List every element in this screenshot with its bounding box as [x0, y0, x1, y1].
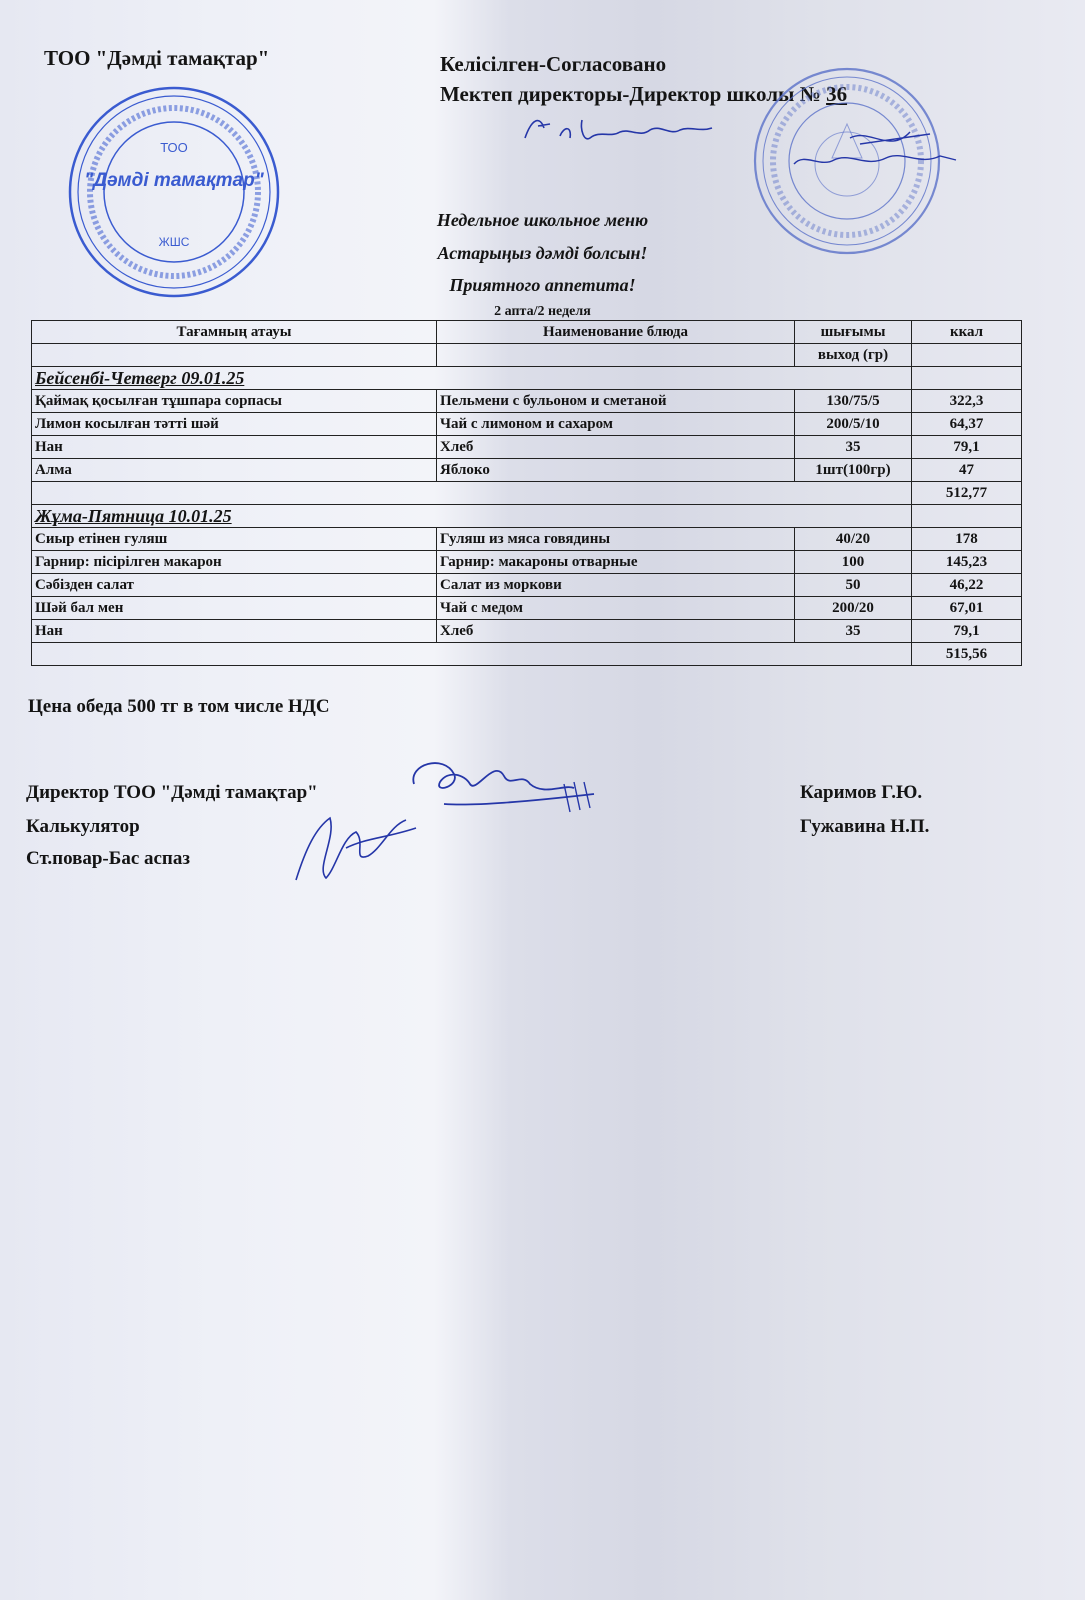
table-row: [32, 574, 1022, 597]
dish-yield: 50: [795, 574, 912, 597]
dish-ru: Чай с лимоном и сахаром: [437, 413, 795, 436]
stamp-center-text: "Дәмді тамақтар": [84, 170, 264, 191]
dish-ru: Гуляш из мяса говядины: [437, 528, 795, 551]
dish-yield: 100: [795, 551, 912, 574]
table-row: [32, 528, 1022, 551]
menu-table: [31, 320, 1022, 666]
dish-ru: Хлеб: [437, 436, 795, 459]
director-line-text: Мектеп директоры-Директор школы №: [440, 82, 821, 106]
total-row: [32, 643, 1022, 666]
table-row: [32, 413, 1022, 436]
week-label: 2 апта/2 неделя: [494, 304, 591, 319]
table-row: [32, 459, 1022, 482]
dish-kz: Алма: [32, 459, 437, 482]
dish-ru: Гарнир: макароны отварные: [437, 551, 795, 574]
stamp-bottom-text: ЖШС: [158, 235, 190, 249]
dish-ru: Салат из моркови: [437, 574, 795, 597]
dish-ru: Яблоко: [437, 459, 795, 482]
weekly-menu-title: Недельное школьное меню: [436, 210, 649, 230]
header-name-kz: Тағамның атауы: [32, 321, 437, 344]
calculator-signature: [286, 808, 426, 892]
dish-ru: Хлеб: [437, 620, 795, 643]
agreed-label: Келісілген-Согласовано: [440, 52, 667, 76]
dish-kcal: 145,23: [912, 551, 1022, 574]
chef-role: Ст.повар-Бас аспаз: [26, 848, 191, 869]
dish-kz: Нан: [32, 620, 437, 643]
price-note: Цена обеда 500 тг в том числе НДС: [28, 696, 330, 717]
dish-kcal: 67,01: [912, 597, 1022, 620]
day-total-kcal: 515,56: [912, 643, 1022, 666]
stamp-top-text: ТОО: [160, 140, 188, 155]
dish-yield: 40/20: [795, 528, 912, 551]
director-role: Директор ТОО "Дәмді тамақтар": [26, 782, 318, 803]
school-number: 36: [826, 82, 848, 106]
calculator-role: Калькулятор: [26, 816, 140, 837]
approver-signature: [520, 108, 720, 152]
day-row: [32, 367, 1022, 390]
dish-kz: Гарнир: пісірілген макарон: [32, 551, 437, 574]
dish-kcal: 178: [912, 528, 1022, 551]
company-name: ТОО "Дәмді тамақтар": [44, 46, 270, 70]
bon-appetit-kz: Астарыңыз дәмді болсын!: [437, 243, 648, 263]
dish-kcal: 79,1: [912, 436, 1022, 459]
dish-kz: Сәбізден салат: [32, 574, 437, 597]
dish-kcal: 47: [912, 459, 1022, 482]
director-signature: [404, 754, 604, 840]
table-header-row-2: [32, 344, 1022, 367]
header-yield-ru: выход (гр): [795, 344, 912, 367]
total-row: [32, 482, 1022, 505]
dish-kz: Лимон косылған тәтті шәй: [32, 413, 437, 436]
dish-kz: Сиыр етінен гуляш: [32, 528, 437, 551]
approval-date-signature: [790, 124, 960, 180]
table-row: [32, 390, 1022, 413]
dish-yield: 35: [795, 436, 912, 459]
dish-yield: 35: [795, 620, 912, 643]
dish-ru: Пельмени с бульоном и сметаной: [437, 390, 795, 413]
dish-yield: 130/75/5: [795, 390, 912, 413]
table-row: [32, 620, 1022, 643]
bon-appetit-ru: Приятного аппетита!: [449, 275, 636, 295]
dish-kz: Нан: [32, 436, 437, 459]
dish-yield: 200/5/10: [795, 413, 912, 436]
dish-kcal: 322,3: [912, 390, 1022, 413]
table-row: [32, 551, 1022, 574]
table-row: [32, 597, 1022, 620]
dish-ru: Чай с медом: [437, 597, 795, 620]
table-header-row: [32, 321, 1022, 344]
header-kcal: ккал: [912, 321, 1022, 344]
dish-kcal: 46,22: [912, 574, 1022, 597]
day-row: [32, 505, 1022, 528]
calculator-name: Гужавина Н.П.: [800, 816, 930, 837]
dish-yield: 1шт(100гр): [795, 459, 912, 482]
header-name-ru: Наименование блюда: [437, 321, 795, 344]
dish-kcal: 79,1: [912, 620, 1022, 643]
header-yield-kz: шығымы: [795, 321, 912, 344]
company-stamp: [66, 84, 282, 305]
day-title: Жұма-Пятница 10.01.25: [32, 505, 912, 528]
dish-kz: Қаймақ қосылған тұшпара сорпасы: [32, 390, 437, 413]
table-row: [32, 436, 1022, 459]
dish-kcal: 64,37: [912, 413, 1022, 436]
day-title: Бейсенбі-Четверг 09.01.25: [32, 367, 912, 390]
dish-kz: Шәй бал мен: [32, 597, 437, 620]
day-total-kcal: 512,77: [912, 482, 1022, 505]
director-name: Каримов Г.Ю.: [800, 782, 923, 803]
dish-yield: 200/20: [795, 597, 912, 620]
